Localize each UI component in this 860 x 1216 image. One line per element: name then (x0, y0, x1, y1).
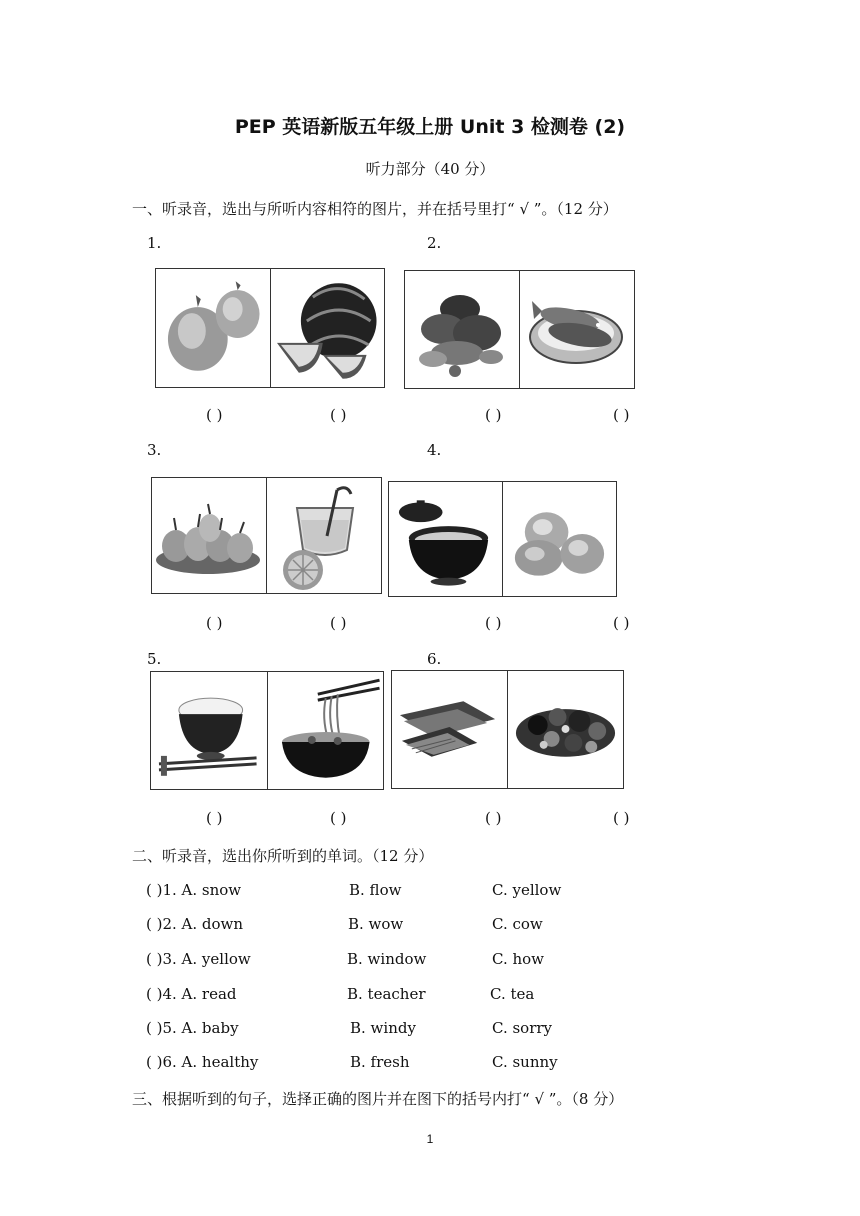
question-prefix: ( )3. A. yellow (146, 950, 251, 968)
option-b: B. fresh (350, 1053, 410, 1071)
item-number: 3. (147, 441, 162, 459)
meat-picture (392, 671, 507, 788)
section-subtitle: 听力部分（40 分） (365, 160, 495, 178)
page-number: 1 (426, 1132, 434, 1146)
option-b: B. teacher (347, 985, 426, 1003)
potatoes-picture (502, 482, 616, 596)
option-c: C. cow (492, 915, 543, 933)
answer-blank[interactable]: ( ) (613, 406, 630, 424)
answer-blank[interactable]: ( ) (485, 809, 502, 827)
option-b: B. windy (350, 1019, 416, 1037)
watermelon-picture (270, 269, 385, 387)
picture-box-3 (151, 477, 382, 594)
option-c: C. how (492, 950, 545, 968)
answer-blank[interactable]: ( ) (330, 809, 347, 827)
picture-box-2 (404, 270, 635, 389)
rice-bowl-picture (151, 672, 267, 789)
fish-plate-picture (519, 271, 634, 388)
option-c: C. tea (490, 985, 535, 1003)
item-number: 1. (147, 234, 162, 252)
section2-heading: 二、听录音，选出你所听到的单词。（12 分） (132, 847, 434, 865)
answer-blank[interactable]: ( ) (206, 809, 223, 827)
item-number: 4. (427, 441, 442, 459)
question-prefix: ( )4. A. read (146, 985, 237, 1003)
option-c: C. sunny (492, 1053, 558, 1071)
picture-box-6 (391, 670, 624, 789)
section3-heading: 三、根据听到的句子，选择正确的图片并在图下的括号内打“ √ ”。（8 分） (132, 1090, 624, 1108)
question-prefix: ( )2. A. down (146, 915, 244, 933)
answer-blank[interactable]: ( ) (330, 614, 347, 632)
page-title: PEP 英语新版五年级上册 Unit 3 检测卷 (2) (234, 116, 626, 138)
item-number: 5. (147, 650, 162, 668)
answer-blank[interactable]: ( ) (613, 614, 630, 632)
noodles-picture (267, 672, 384, 789)
soup-bowl-picture (389, 482, 502, 596)
answer-blank[interactable]: ( ) (485, 614, 502, 632)
section1-heading: 一、听录音，选出与所听内容相符的图片，并在括号里打“ √ ”。（12 分） (132, 200, 618, 218)
juice-picture (266, 478, 381, 593)
option-c: C. yellow (492, 881, 562, 899)
question-prefix: ( )6. A. healthy (146, 1053, 259, 1071)
question-prefix: ( )1. A. snow (146, 881, 242, 899)
answer-blank[interactable]: ( ) (206, 406, 223, 424)
answer-blank[interactable]: ( ) (206, 614, 223, 632)
picture-box-1 (155, 268, 385, 388)
salad-picture (507, 671, 623, 788)
item-number: 6. (427, 650, 442, 668)
pears-picture (152, 478, 266, 593)
picture-box-4 (388, 481, 617, 597)
item-number: 2. (427, 234, 442, 252)
answer-blank[interactable]: ( ) (485, 406, 502, 424)
question-prefix: ( )5. A. baby (146, 1019, 239, 1037)
onions-picture (156, 269, 270, 387)
option-b: B. flow (349, 881, 402, 899)
vegetables-picture (405, 271, 519, 388)
answer-blank[interactable]: ( ) (330, 406, 347, 424)
option-c: C. sorry (492, 1019, 553, 1037)
option-b: B. window (347, 950, 427, 968)
option-b: B. wow (348, 915, 404, 933)
picture-box-5 (150, 671, 384, 790)
answer-blank[interactable]: ( ) (613, 809, 630, 827)
